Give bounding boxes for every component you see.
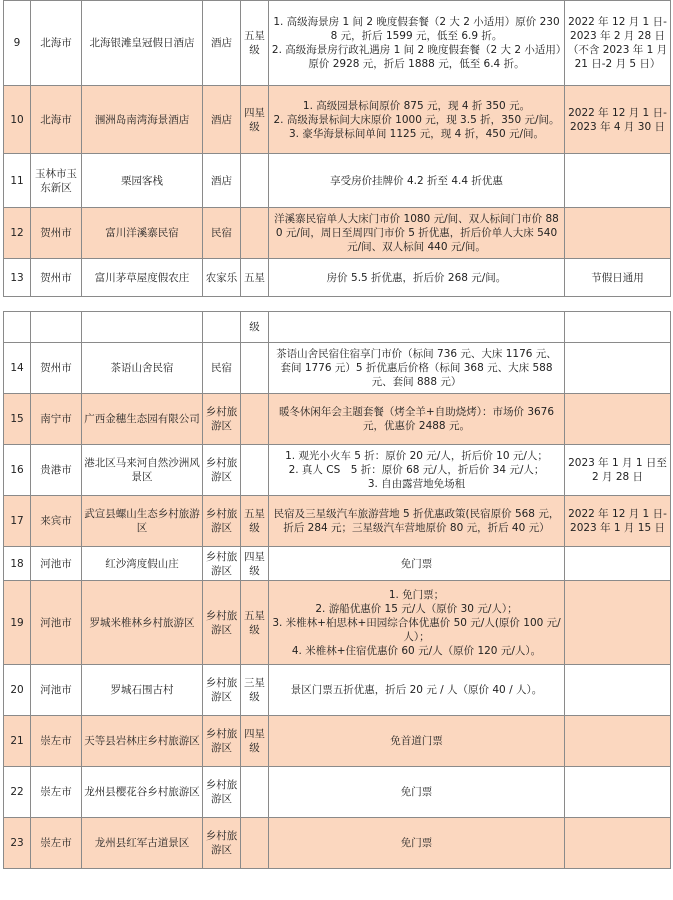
city-cell: 北海市 <box>31 1 82 86</box>
period-cell: 节假日通用 <box>565 259 671 297</box>
table-row <box>4 716 671 767</box>
row-number: 21 <box>4 716 31 767</box>
row-number: 13 <box>4 259 31 297</box>
offer-line: 3. 米椎林+桕思林+田园综合体优惠价 50 元/人(原价 100 元/人）； <box>272 616 561 643</box>
type-cell: 乡村旅游区 <box>203 665 241 716</box>
offer-cell: 景区门票五折优惠，折后 20 元 / 人（原价 40 / 人）。 <box>269 665 565 716</box>
offer-cell: 茶语山舍民宿住宿享门市价（标间 736 元、大床 1176 元、套间 1776 元）5 折优惠后价格（标间 368 元、大床 588 元、套间 888 元） <box>269 343 565 394</box>
venue-name-cell: 红沙湾度假山庄 <box>82 547 203 581</box>
offer-line: 1. 观光小火车 5 折：原价 20 元/人，折后价 10 元/人； <box>285 450 548 462</box>
row-number: 11 <box>4 154 31 208</box>
table-row <box>4 767 671 818</box>
level-cell: 五星 <box>241 259 269 297</box>
venue-name-cell: 广西金穗生态园有限公司 <box>82 394 203 445</box>
row-number: 17 <box>4 496 31 547</box>
level-cell <box>241 154 269 208</box>
venue-name-cell: 北海银滩皇冠假日酒店 <box>82 1 203 86</box>
table-row <box>4 86 671 154</box>
type-cell: 酒店 <box>203 1 241 86</box>
table-cell <box>565 312 671 343</box>
level-cell <box>241 767 269 818</box>
row-number: 14 <box>4 343 31 394</box>
offer-cell: 享受房价挂牌价 4.2 折至 4.4 折优惠 <box>269 154 565 208</box>
offer-line: 1. 高级园景标间原价 875 元，现 4 折 350 元。 <box>302 99 531 112</box>
period-cell <box>565 547 671 581</box>
offer-cell: 免门票 <box>269 818 565 869</box>
level-cell: 三星级 <box>241 665 269 716</box>
type-cell: 乡村旅游区 <box>203 394 241 445</box>
type-cell: 乡村旅游区 <box>203 818 241 869</box>
city-cell: 河池市 <box>31 547 82 581</box>
period-cell <box>565 818 671 869</box>
type-cell: 乡村旅游区 <box>203 496 241 547</box>
offer-line: 2. 游船优惠价 15 元/人（原价 30 元/人）； <box>315 602 518 615</box>
level-cell: 四星级 <box>241 716 269 767</box>
table-cell <box>4 312 31 343</box>
offer-line: 2. 真人 CS 5 折：原价 68 元/人，折后价 34 元/人； <box>288 464 545 476</box>
venue-name-cell: 龙州县红军古道景区 <box>82 818 203 869</box>
city-cell: 贵港市 <box>31 445 82 496</box>
type-cell: 民宿 <box>203 208 241 259</box>
city-cell: 崇左市 <box>31 818 82 869</box>
table-row <box>4 496 671 547</box>
top-table-body <box>4 1 671 297</box>
type-cell: 乡村旅游区 <box>203 445 241 496</box>
city-cell: 贺州市 <box>31 343 82 394</box>
offer-line: 3. 自由露营地免场租 <box>367 478 466 490</box>
row-number: 10 <box>4 86 31 154</box>
offer-cell <box>269 581 565 665</box>
city-cell: 崇左市 <box>31 716 82 767</box>
venue-name-cell: 栗园客栈 <box>82 154 203 208</box>
offer-cell <box>269 86 565 154</box>
type-cell: 乡村旅游区 <box>203 547 241 581</box>
city-cell: 北海市 <box>31 86 82 154</box>
table-row <box>4 665 671 716</box>
venue-name-cell: 罗城米椎林乡村旅游区 <box>82 581 203 665</box>
table-cell <box>203 312 241 343</box>
period-cell <box>565 394 671 445</box>
period-cell: 2022 年 12 月 1 日-2023 年 4 月 30 日 <box>565 86 671 154</box>
table-row <box>4 547 671 581</box>
city-cell: 崇左市 <box>31 767 82 818</box>
city-cell: 贺州市 <box>31 208 82 259</box>
table-cell <box>31 312 82 343</box>
venue-name-cell: 涠洲岛南湾海景酒店 <box>82 86 203 154</box>
table-row <box>4 581 671 665</box>
city-cell: 来宾市 <box>31 496 82 547</box>
offer-line: 3. 豪华海景标间单间 1125 元，现 4 折，450 元/间。 <box>288 127 545 140</box>
type-cell: 乡村旅游区 <box>203 581 241 665</box>
table-row <box>4 818 671 869</box>
bottom-table-body <box>4 312 671 869</box>
period-cell <box>565 716 671 767</box>
level-cell: 五星级 <box>241 496 269 547</box>
table-row <box>4 445 671 496</box>
level-cell: 五星级 <box>241 1 269 86</box>
city-cell: 南宁市 <box>31 394 82 445</box>
level-cell <box>241 208 269 259</box>
offer-cell: 洋溪寨民宿单人大床门市价 1080 元/间、双人标间门市价 880 元/间，周日至周四门市价 5 折优惠，折后价单人大床 540 元/间、双人标间 440 元/间。 <box>269 208 565 259</box>
row-number: 9 <box>4 1 31 86</box>
period-cell <box>565 767 671 818</box>
level-cell <box>241 394 269 445</box>
table-row <box>4 343 671 394</box>
period-cell: 2023 年 1 月 1 日至 2 月 28 日 <box>565 445 671 496</box>
period-cell: 2022 年 12 月 1 日-2023 年 2 月 28 日（不含 2023 年 1 月 21 日-2 月 5 日） <box>565 1 671 86</box>
row-number: 16 <box>4 445 31 496</box>
table-cell <box>82 312 203 343</box>
period-cell <box>565 581 671 665</box>
venue-name-cell: 龙州县樱花谷乡村旅游区 <box>82 767 203 818</box>
level-cell <box>241 445 269 496</box>
city-cell: 河池市 <box>31 665 82 716</box>
table-row <box>4 259 671 297</box>
venue-name-cell: 富川洋溪寨民宿 <box>82 208 203 259</box>
offer-line: 2. 高级海景标间大床原价 1000 元，现 3.5 折，350 元/间。 <box>273 113 560 126</box>
row-number: 12 <box>4 208 31 259</box>
offer-cell: 免门票 <box>269 547 565 581</box>
offer-cell <box>269 445 565 496</box>
level-cell <box>241 343 269 394</box>
city-cell: 河池市 <box>31 581 82 665</box>
offer-cell: 民宿及三星级汽车旅游营地 5 折优惠政策(民宿原价 568 元，折后 284 元；三星级汽车营地原价 80 元，折后 40 元） <box>269 496 565 547</box>
offers-table-top <box>3 0 671 297</box>
type-cell: 乡村旅游区 <box>203 716 241 767</box>
type-cell: 农家乐 <box>203 259 241 297</box>
venue-name-cell: 天等县岩林庄乡村旅游区 <box>82 716 203 767</box>
venue-name-cell: 茶语山舍民宿 <box>82 343 203 394</box>
offer-cell <box>269 1 565 86</box>
offer-line: 4. 米椎林+住宿优惠价 60 元/人（原价 120 元/人）。 <box>291 644 542 657</box>
venue-name-cell: 富川茅草屋度假农庄 <box>82 259 203 297</box>
continued-level-cell: 级 <box>241 312 269 343</box>
offer-cell: 免首道门票 <box>269 716 565 767</box>
type-cell: 酒店 <box>203 154 241 208</box>
row-number: 19 <box>4 581 31 665</box>
row-number: 20 <box>4 665 31 716</box>
period-cell: 2022 年 12 月 1 日-2023 年 1 月 15 日 <box>565 496 671 547</box>
continued-row <box>4 312 671 343</box>
row-number: 23 <box>4 818 31 869</box>
offer-line: 2. 高级海景房行政礼遇房 1 间 2 晚度假套餐（2 大 2 小适用）原价 2928 元，折后 1888 元，低至 6.4 折。 <box>271 44 562 70</box>
row-number: 15 <box>4 394 31 445</box>
table-row <box>4 208 671 259</box>
type-cell: 乡村旅游区 <box>203 767 241 818</box>
level-cell: 五星级 <box>241 581 269 665</box>
offer-cell: 暖冬休闲年会主题套餐（烤全羊+自助烧烤）：市场价 3676 元，优惠价 2488 元。 <box>269 394 565 445</box>
offer-cell: 免门票 <box>269 767 565 818</box>
offer-cell: 房价 5.5 折优惠，折后价 268 元/间。 <box>269 259 565 297</box>
period-cell <box>565 208 671 259</box>
type-cell: 酒店 <box>203 86 241 154</box>
level-cell <box>241 818 269 869</box>
venue-name-cell: 武宣县螺山生态乡村旅游区 <box>82 496 203 547</box>
row-number: 18 <box>4 547 31 581</box>
city-cell: 玉林市玉东新区 <box>31 154 82 208</box>
table-cell <box>269 312 565 343</box>
level-cell: 四星级 <box>241 547 269 581</box>
table-row <box>4 1 671 86</box>
table-row <box>4 154 671 208</box>
city-cell: 贺州市 <box>31 259 82 297</box>
venue-name-cell: 港北区马来河自然沙洲风景区 <box>82 445 203 496</box>
offer-line: 1. 高级海景房 1 间 2 晚度假套餐（2 大 2 小适用）原价 2308 元，折后 1599 元，低至 6.9 折。 <box>273 16 560 42</box>
period-cell <box>565 343 671 394</box>
period-cell <box>565 154 671 208</box>
table-row <box>4 394 671 445</box>
offer-line: 1. 免门票； <box>388 588 445 601</box>
period-cell <box>565 665 671 716</box>
level-cell: 四星级 <box>241 86 269 154</box>
row-number: 22 <box>4 767 31 818</box>
venue-name-cell: 罗城石围古村 <box>82 665 203 716</box>
type-cell: 民宿 <box>203 343 241 394</box>
offers-table-bottom <box>3 311 671 869</box>
